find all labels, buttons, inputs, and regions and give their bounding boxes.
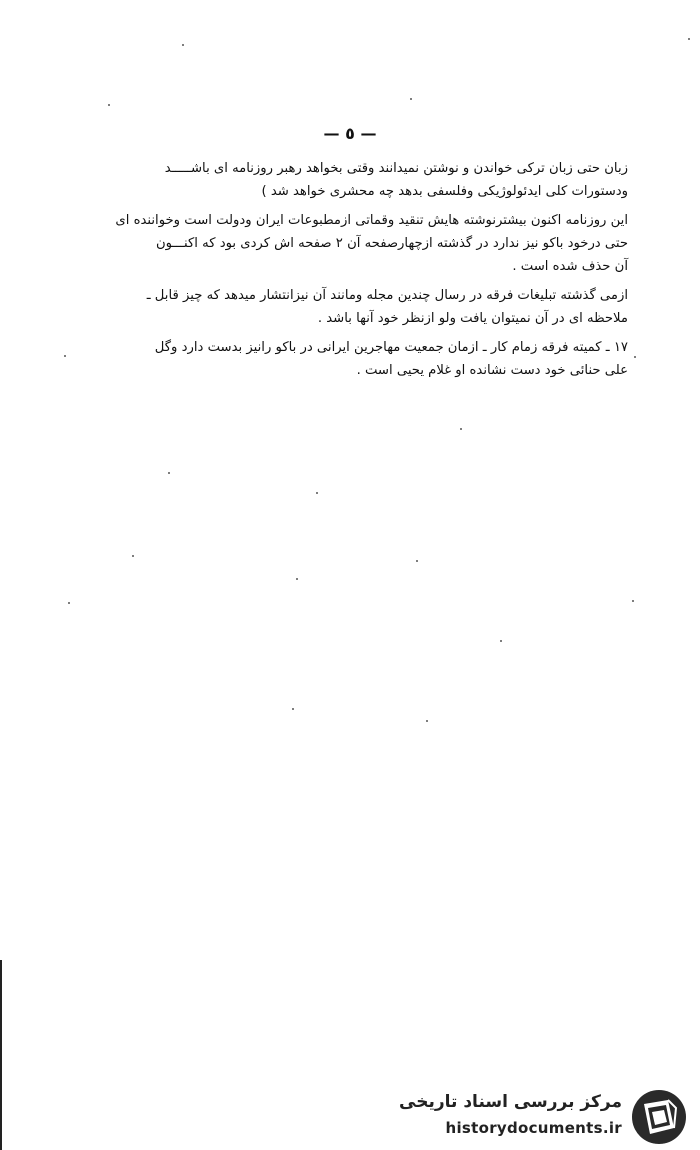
text-line: حتی درخود باکو نیز ندارد در گذشته ازچهارصفحه آن ۲ صفحه اش کردی بود که اکنـــون [155, 236, 628, 251]
scan-speck [68, 602, 70, 604]
scan-speck [108, 104, 110, 106]
page-number: — ٥ — [323, 124, 377, 143]
watermark [398, 1088, 688, 1146]
text-line: ازمی گذشته تبلیغات فرقه در رسال چندین مجله ومانند آن نیزانتشار میدهد که چیز قابل ـ [146, 288, 628, 303]
scan-speck [410, 98, 412, 100]
folded-page-logo-icon [630, 1088, 688, 1146]
scan-speck [132, 555, 134, 557]
scan-speck [296, 578, 298, 580]
scan-speck [632, 600, 634, 602]
paragraph-3 [43, 284, 628, 330]
text-line: ۱۷ ـ کمیته فرقه زمام کار ـ ازمان جمعیت مهاجرین ایرانی در باکو رانیز بدست دارد وگل [154, 340, 628, 355]
scan-speck [460, 428, 462, 430]
watermark-url: historydocuments.ir [445, 1119, 622, 1137]
scan-speck [182, 44, 184, 46]
text-line: این روزنامه اکنون بیشترنوشته هایش تنقید وقماتی ازمطبوعات ایران ودولت است وخواننده ای [115, 213, 628, 228]
scan-speck [500, 640, 502, 642]
text-line: علی حنائی خود دست نشانده او غلام یحیی است . [356, 363, 628, 378]
scan-speck [634, 356, 636, 358]
document-body [43, 157, 628, 388]
text-line: زبان حتی زبان ترکی خواندن و نوشتن نمیدانند وقتی بخواهد رهبر روزنامه ای باشـــــد [164, 161, 628, 176]
scan-speck [688, 38, 690, 40]
scan-edge-line [0, 960, 2, 1150]
scan-speck [316, 492, 318, 494]
scan-speck [416, 560, 418, 562]
paragraph-2 [43, 209, 628, 278]
scan-speck [292, 708, 294, 710]
text-line: ملاحظه ای در آن نمیتوان یافت ولو ازنظر خود آنها باشد . [317, 311, 628, 326]
text-line: ودستورات کلی ایدئولوژیکی وفلسفی بدهد چه محشری خواهد شد ) [261, 184, 628, 199]
watermark-title: مرکز بررسی اسناد تاریخی [399, 1092, 622, 1112]
paragraph-1 [43, 157, 628, 203]
scan-speck [426, 720, 428, 722]
text-line: آن حذف شده است . [512, 259, 628, 274]
scan-speck [168, 472, 170, 474]
paragraph-4 [43, 336, 628, 382]
